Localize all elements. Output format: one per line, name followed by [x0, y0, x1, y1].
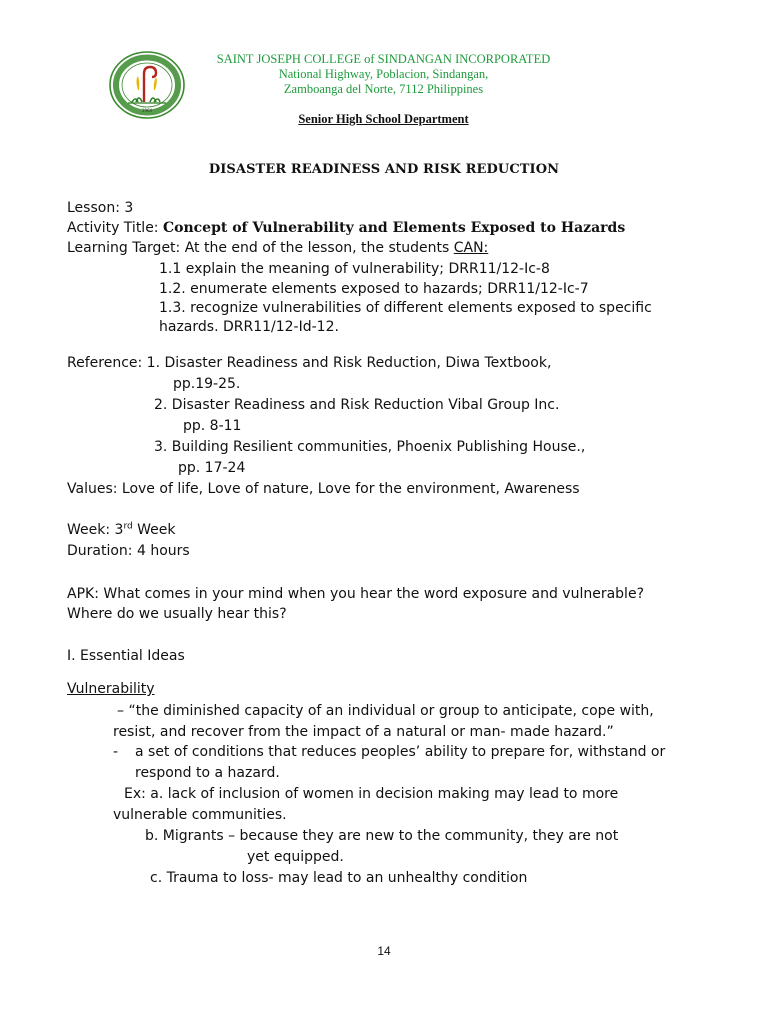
- apk-question-line2: Where do we usually hear this?: [67, 606, 287, 622]
- values-line: Values: Love of life, Love of nature, Love for the environment, Awareness: [67, 481, 580, 497]
- school-name: SAINT JOSEPH COLLEGE of SINDANGAN INCORPORATED: [216, 52, 551, 66]
- department-title: Senior High School Department: [298, 112, 469, 126]
- objective-item-continued: hazards. DRR11/12-Id-12.: [159, 319, 339, 335]
- reference-2-pages: pp. 8-11: [183, 418, 242, 434]
- learning-target-line: [67, 239, 488, 257]
- example-a-line1: Ex: a. lack of inclusion of women in decision making may lead to more: [124, 786, 619, 802]
- activity-title-label: Activity Title:: [67, 220, 163, 236]
- page-number: 14: [377, 944, 391, 958]
- svg-text:1964: 1964: [141, 108, 153, 113]
- school-seal-logo: [108, 50, 186, 120]
- reference-2: 2. Disaster Readiness and Risk Reduction Vibal Group Inc.: [154, 397, 560, 413]
- activity-title-line: [67, 219, 625, 237]
- reference-3-pages: pp. 17-24: [178, 460, 246, 476]
- school-address-line1: National Highway, Poblacion, Sindangan,: [278, 67, 489, 81]
- reference-1: Reference: 1. Disaster Readiness and Risk Reduction, Diwa Textbook,: [67, 355, 552, 371]
- week-prefix: Week: 3: [67, 522, 124, 538]
- objective-item: 1.2. enumerate elements exposed to hazards; DRR11/12-Ic-7: [159, 281, 589, 297]
- apk-question-line1: APK: What comes in your mind when you hear the word exposure and vulnerable?: [67, 586, 644, 602]
- definition-1-line2: resist, and recover from the impact of a natural or man- made hazard.”: [113, 724, 614, 740]
- bullet-dash: -: [113, 744, 119, 760]
- school-address-line2: Zamboanga del Norte, 7112 Philippines: [283, 82, 484, 96]
- essential-ideas-heading: I. Essential Ideas: [67, 648, 185, 664]
- definition-1-line1: – “the diminished capacity of an individual or group to anticipate, cope with,: [117, 703, 654, 719]
- activity-title: Concept of Vulnerability and Elements Exposed to Hazards: [162, 220, 626, 236]
- definition-2-line1: a set of conditions that reduces peoples’ ability to prepare for, withstand or: [135, 744, 666, 760]
- lesson-number: Lesson: 3: [67, 200, 134, 216]
- learning-target-can: CAN:: [453, 240, 489, 256]
- example-b-line1: b. Migrants – because they are new to the community, they are not: [145, 828, 619, 844]
- objective-item: 1.1 explain the meaning of vulnerability; DRR11/12-Ic-8: [159, 261, 550, 277]
- week-line: [67, 521, 176, 539]
- duration-line: Duration: 4 hours: [67, 543, 190, 559]
- reference-1-pages: pp.19-25.: [173, 376, 241, 392]
- subject-title: DISASTER READINESS AND RISK REDUCTION: [208, 162, 560, 177]
- example-b-line2: yet equipped.: [247, 849, 344, 865]
- week-suffix: Week: [132, 522, 176, 538]
- reference-3: 3. Building Resilient communities, Phoenix Publishing House.,: [154, 439, 586, 455]
- vulnerability-term: Vulnerability: [67, 681, 155, 697]
- definition-2-line2: respond to a hazard.: [135, 765, 280, 781]
- example-c: c. Trauma to loss- may lead to an unhealthy condition: [150, 870, 528, 886]
- learning-target-label: Learning Target: At the end of the lesson, the students: [67, 240, 454, 256]
- example-a-line2: vulnerable communities.: [113, 807, 287, 823]
- objective-item: 1.3. recognize vulnerabilities of different elements exposed to specific: [159, 300, 652, 316]
- week-ordinal: rd: [123, 521, 133, 532]
